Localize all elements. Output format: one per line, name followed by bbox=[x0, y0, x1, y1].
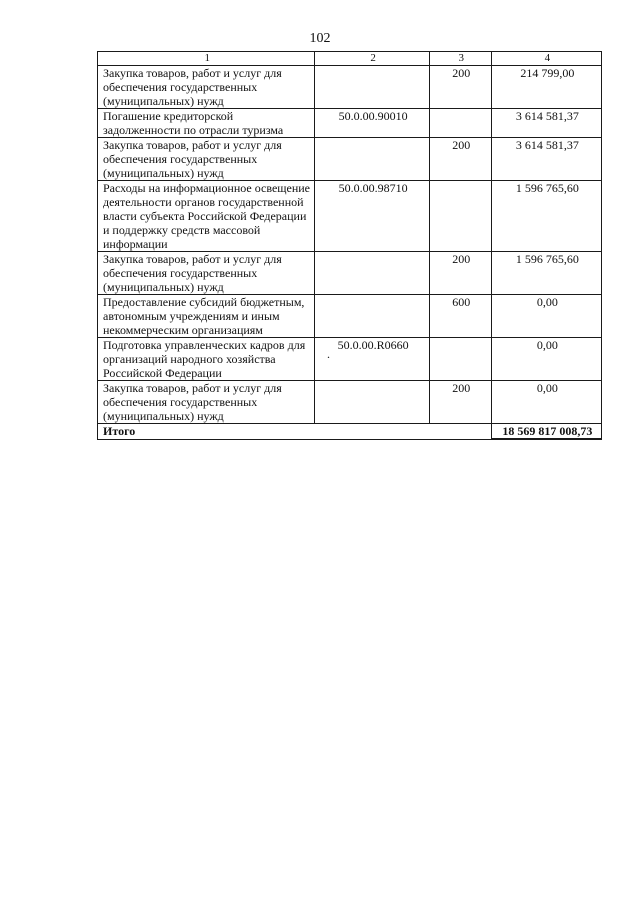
table-row bbox=[98, 252, 602, 295]
row-name: Закупка товаров, работ и услуг для обеспечения государственных (муниципальных) нужд bbox=[98, 381, 315, 424]
row-name: Закупка товаров, работ и услуг для обеспечения государственных (муниципальных) нужд bbox=[98, 138, 315, 181]
table-row bbox=[98, 381, 602, 424]
scan-speck: · bbox=[326, 350, 331, 364]
row-type: 200 bbox=[429, 138, 491, 181]
row-name: Погашение кредиторской задолженности по отрасли туризма bbox=[98, 109, 315, 138]
row-code: 50.0.00.90010 bbox=[315, 109, 429, 138]
row-amount: 1 596 765,60 bbox=[491, 181, 601, 252]
column-header-2: 2 bbox=[315, 52, 429, 66]
table-row bbox=[98, 338, 602, 381]
table-row bbox=[98, 66, 602, 109]
row-code: 50.0.00.98710 bbox=[315, 181, 429, 252]
row-amount: 0,00 bbox=[491, 381, 601, 424]
row-name: Закупка товаров, работ и услуг для обеспечения государственных (муниципальных) нужд bbox=[98, 66, 315, 109]
row-type bbox=[429, 338, 491, 381]
column-header-4: 4 bbox=[491, 52, 601, 66]
row-amount: 3 614 581,37 bbox=[491, 109, 601, 138]
page-number: 102 bbox=[309, 31, 331, 46]
row-amount: 0,00 bbox=[491, 338, 601, 381]
row-code bbox=[315, 66, 429, 109]
row-code-text: 50.0.00.R0660 bbox=[337, 338, 409, 352]
total-label: Итого bbox=[98, 424, 492, 440]
row-type: 600 bbox=[429, 295, 491, 338]
column-header-3: 3 bbox=[429, 52, 491, 66]
table-row bbox=[98, 109, 602, 138]
row-type: 200 bbox=[429, 66, 491, 109]
row-name: Расходы на информационное освещение деятельности органов государственной власти субъекта Российской Федерации и поддержку средств массовой информации bbox=[98, 181, 315, 252]
row-name: Предоставление субсидий бюджетным, автономным учреждениям и иным некоммерческим организациям bbox=[98, 295, 315, 338]
table-row bbox=[98, 295, 602, 338]
row-amount: 1 596 765,60 bbox=[491, 252, 601, 295]
row-name: Закупка товаров, работ и услуг для обеспечения государственных (муниципальных) нужд bbox=[98, 252, 315, 295]
row-amount: 3 614 581,37 bbox=[491, 138, 601, 181]
row-amount: 214 799,00 bbox=[491, 66, 601, 109]
table-row bbox=[98, 181, 602, 252]
row-name: Подготовка управленческих кадров для организаций народного хозяйства Российской Федерации bbox=[98, 338, 315, 381]
total-amount: 18 569 817 008,73 bbox=[491, 424, 601, 440]
row-code bbox=[315, 295, 429, 338]
row-code bbox=[315, 252, 429, 295]
budget-table bbox=[97, 51, 602, 440]
table-header-row bbox=[98, 52, 602, 66]
table-row bbox=[98, 138, 602, 181]
row-code bbox=[315, 381, 429, 424]
total-row bbox=[98, 424, 602, 440]
row-code bbox=[315, 138, 429, 181]
row-code bbox=[315, 338, 429, 381]
row-type bbox=[429, 181, 491, 252]
row-type bbox=[429, 109, 491, 138]
row-amount: 0,00 bbox=[491, 295, 601, 338]
row-type: 200 bbox=[429, 381, 491, 424]
column-header-1: 1 bbox=[98, 52, 315, 66]
row-type: 200 bbox=[429, 252, 491, 295]
